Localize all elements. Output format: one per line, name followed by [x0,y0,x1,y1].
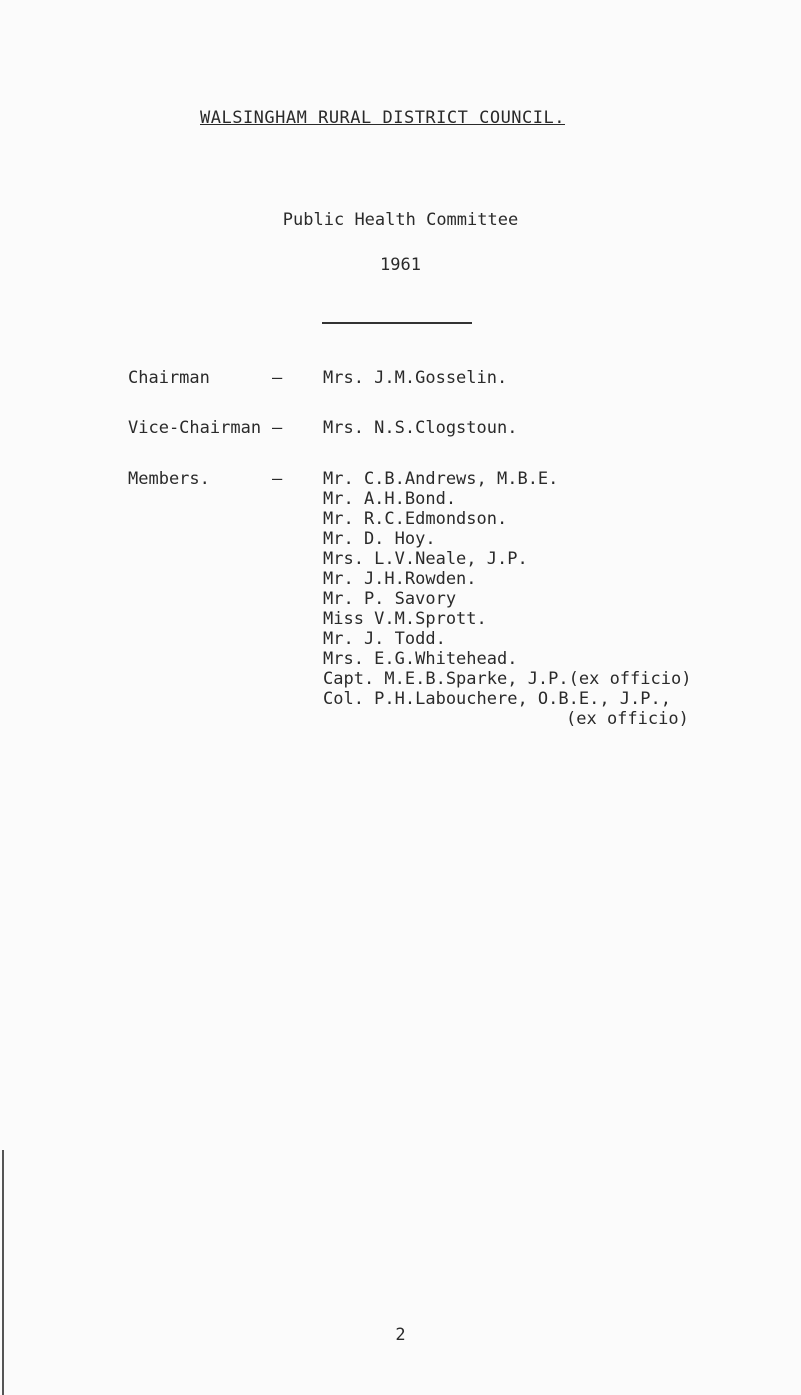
document-title: WALSINGHAM RURAL DISTRICT COUNCIL. [200,108,565,128]
member-item: Mr. D. Hoy. [323,529,436,549]
member-item: Miss V.M.Sprott. [323,609,487,629]
vice-chairman-dash: – [272,418,283,438]
chairman-name: Mrs. J.M.Gosselin. [323,368,508,388]
committee-name: Public Health Committee [282,210,519,230]
page-number: 2 [395,1325,406,1345]
divider-line [322,322,472,324]
vice-chairman-label: Vice-Chairman [128,418,262,438]
member-item: Mr. C.B.Andrews, M.B.E. [323,469,559,489]
vice-chairman-name: Mrs. N.S.Clogstoun. [323,418,518,438]
member-item: Capt. M.E.B.Sparke, J.P.(ex officio) [323,669,692,689]
member-item: Mr. P. Savory [323,589,457,609]
member-item: Mrs. L.V.Neale, J.P. [323,549,528,569]
members-label: Members. [128,469,210,489]
member-item: Mr. R.C.Edmondson. [323,509,508,529]
member-item: Col. P.H.Labouchere, O.B.E., J.P., [323,689,671,709]
page-edge [2,1150,4,1395]
year: 1961 [380,255,421,275]
member-item: Mr. A.H.Bond. [323,489,457,509]
member-item: Mr. J.H.Rowden. [323,569,477,589]
chairman-dash: – [272,368,283,388]
member-item: Mr. J. Todd. [323,629,446,649]
members-dash: – [272,469,283,489]
chairman-label: Chairman [128,368,210,388]
member-item-continuation: (ex officio) [566,709,689,729]
member-item: Mrs. E.G.Whitehead. [323,649,518,669]
